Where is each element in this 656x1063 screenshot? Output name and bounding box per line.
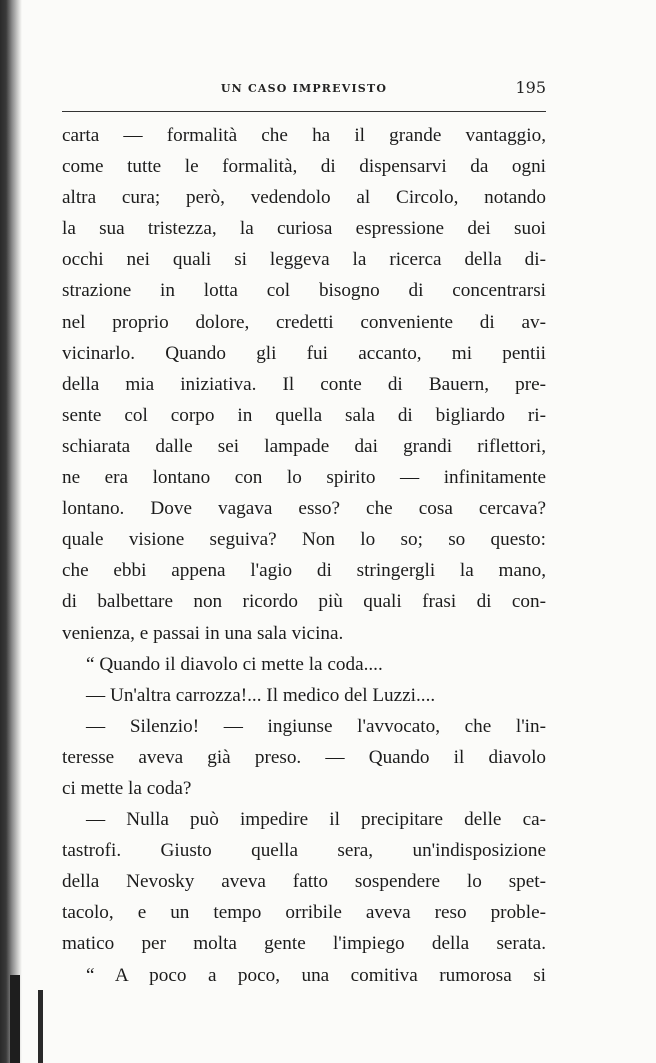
text-line: “ A poco a poco, una comitiva rumorosa si (86, 964, 546, 986)
text-line: tastrofi. Giusto quella sera, un'indisposizione (62, 840, 546, 862)
text-line: teresse aveva già preso. — Quando il diavolo (62, 746, 546, 768)
text-line: carta — formalità che ha il grande vantaggio, (62, 125, 546, 146)
header-rule (62, 111, 546, 112)
text-line: come tutte le formalità, di dispensarvi da ogni (62, 156, 546, 178)
text-line: della mia iniziativa. Il conte di Bauern, pre- (62, 373, 546, 395)
text-line: della Nevosky aveva fatto sospendere lo spet- (62, 871, 546, 893)
text-line: quale visione seguiva? Non lo so; so questo: (62, 529, 546, 551)
text-line: vicinarlo. Quando gli fui accanto, mi pentii (62, 342, 546, 364)
binding-mark-secondary (38, 990, 43, 1063)
text-line: che ebbi appena l'agio di stringergli la mano, (62, 560, 546, 582)
text-line: tacolo, e un tempo orribile aveva reso proble- (62, 902, 546, 924)
text-line: occhi nei quali si leggeva la ricerca della di- (62, 249, 546, 271)
text-line: strazione in lotta col bisogno di concentrarsi (62, 280, 546, 302)
text-line: “ Quando il diavolo ci mette la coda.... (86, 653, 383, 675)
text-line: — Nulla può impedire il precipitare delle ca- (86, 809, 546, 831)
running-head: UN CASO IMPREVISTO (220, 82, 388, 95)
text-line: ci mette la coda? (62, 777, 192, 799)
text-line: ne era lontano con lo spirito — infinitamente (62, 467, 546, 489)
text-line: venienza, e passai in una sala vicina. (62, 622, 344, 644)
page-number: 195 (515, 78, 546, 97)
binding-mark (10, 975, 20, 1063)
text-line: — Silenzio! — ingiunse l'avvocato, che l'in- (86, 715, 546, 737)
text-line: sente col corpo in quella sala di bigliardo ri- (62, 404, 546, 426)
text-line: schiarata dalle sei lampade dai grandi riflettori, (62, 435, 546, 457)
text-line: matico per molta gente l'impiego della serata. (62, 933, 546, 955)
text-line: di balbettare non ricordo più quali frasi di con- (62, 591, 546, 613)
text-line: la sua tristezza, la curiosa espressione dei suoi (62, 218, 546, 240)
text-line: — Un'altra carrozza!... Il medico del Luzzi.... (86, 684, 436, 706)
text-line: lontano. Dove vagava esso? che cosa cercava? (62, 498, 546, 520)
body-text (62, 120, 546, 991)
page-header (62, 78, 546, 102)
binding-edge (0, 0, 22, 1063)
text-line: altra cura; però, vedendolo al Circolo, notando (62, 187, 546, 209)
text-line: nel proprio dolore, credetti conveniente di av- (62, 311, 546, 333)
